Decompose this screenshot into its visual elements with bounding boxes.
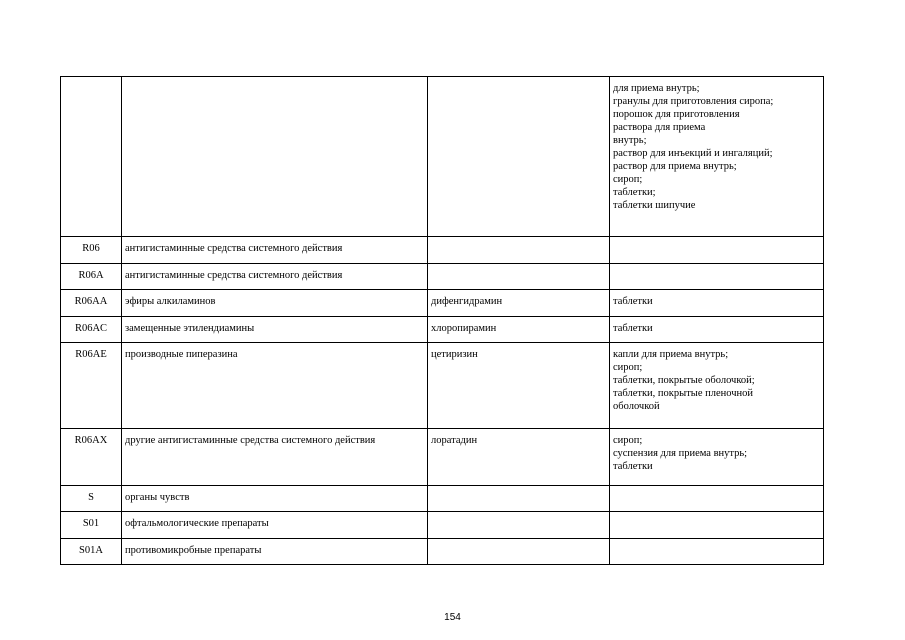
drug-classification-table [60, 76, 824, 565]
dosage-form-line: таблетки [613, 461, 653, 472]
table-row [61, 512, 824, 539]
table-row [61, 343, 824, 429]
atc-code-cell: R06A [61, 264, 122, 290]
table-row [61, 539, 824, 565]
atc-code-cell: R06AC [61, 317, 122, 343]
drug-name-cell [428, 486, 610, 512]
dosage-form-line: раствора для приема [613, 122, 706, 133]
drug-name-cell [428, 264, 610, 290]
dosage-forms-cell [610, 290, 824, 317]
drug-name-cell: хлоропирамин [428, 317, 610, 343]
drug-name-cell: лоратадин [428, 429, 610, 486]
atc-code-cell: R06AA [61, 290, 122, 317]
dosage-form-line: таблетки, покрытые пленочной [613, 388, 754, 399]
atc-code-cell: R06 [61, 237, 122, 264]
atc-code-cell [61, 77, 122, 237]
drug-name-cell [428, 237, 610, 264]
dosage-form-line: таблетки [613, 296, 653, 307]
dosage-form-line: внутрь; [613, 135, 647, 146]
group-name-cell: противомикробные препараты [122, 539, 428, 565]
dosage-form-line: раствор для инъекций и ингаляций; [613, 148, 773, 159]
dosage-forms-cell [610, 77, 824, 237]
group-name-cell: эфиры алкиламинов [122, 290, 428, 317]
dosage-forms-cell [610, 486, 824, 512]
table-row [61, 264, 824, 290]
dosage-form-line: сироп; [613, 435, 643, 446]
table-row [61, 237, 824, 264]
dosage-form-line: суспензия для приема внутрь; [613, 448, 748, 459]
table-row [61, 486, 824, 512]
drug-name-cell [428, 77, 610, 237]
dosage-form-line: гранулы для приготовления сиропа; [613, 96, 774, 107]
group-name-cell: производные пиперазина [122, 343, 428, 429]
dosage-form-line: порошок для приготовления [613, 109, 740, 120]
atc-code-cell: S01 [61, 512, 122, 539]
dosage-forms-cell [610, 539, 824, 565]
dosage-forms-cell [610, 237, 824, 264]
page-number: 154 [444, 612, 461, 623]
dosage-form-line: таблетки, покрытые оболочкой; [613, 375, 755, 386]
group-name-cell: органы чувств [122, 486, 428, 512]
table-row [61, 77, 824, 237]
atc-code-cell: R06AE [61, 343, 122, 429]
drug-name-cell [428, 512, 610, 539]
dosage-form-line: раствор для приема внутрь; [613, 161, 737, 172]
drug-name-cell [428, 539, 610, 565]
table-row [61, 290, 824, 317]
group-name-cell [122, 77, 428, 237]
table-row [61, 317, 824, 343]
dosage-form-line: таблетки шипучие [613, 200, 696, 211]
dosage-form-line: оболочкой [613, 401, 660, 412]
dosage-form-line: таблетки; [613, 187, 656, 198]
dosage-form-line: таблетки [613, 323, 653, 334]
dosage-form-line: сироп; [613, 362, 643, 373]
drug-name-cell: цетиризин [428, 343, 610, 429]
dosage-form-line: капли для приема внутрь; [613, 349, 729, 360]
dosage-forms-cell [610, 264, 824, 290]
dosage-form-line: сироп; [613, 174, 643, 185]
atc-code-cell: S [61, 486, 122, 512]
dosage-form-line: для приема внутрь; [613, 83, 700, 94]
dosage-forms-cell [610, 317, 824, 343]
group-name-cell: другие антигистаминные средства системного действия [122, 429, 428, 486]
drug-name-cell: дифенгидрамин [428, 290, 610, 317]
group-name-cell: антигистаминные средства системного действия [122, 237, 428, 264]
group-name-cell: антигистаминные средства системного действия [122, 264, 428, 290]
dosage-forms-cell [610, 343, 824, 429]
dosage-forms-cell [610, 429, 824, 486]
atc-code-cell: R06AX [61, 429, 122, 486]
atc-code-cell: S01A [61, 539, 122, 565]
dosage-forms-cell [610, 512, 824, 539]
table-row [61, 429, 824, 486]
group-name-cell: замещенные этилендиамины [122, 317, 428, 343]
group-name-cell: офтальмологические препараты [122, 512, 428, 539]
